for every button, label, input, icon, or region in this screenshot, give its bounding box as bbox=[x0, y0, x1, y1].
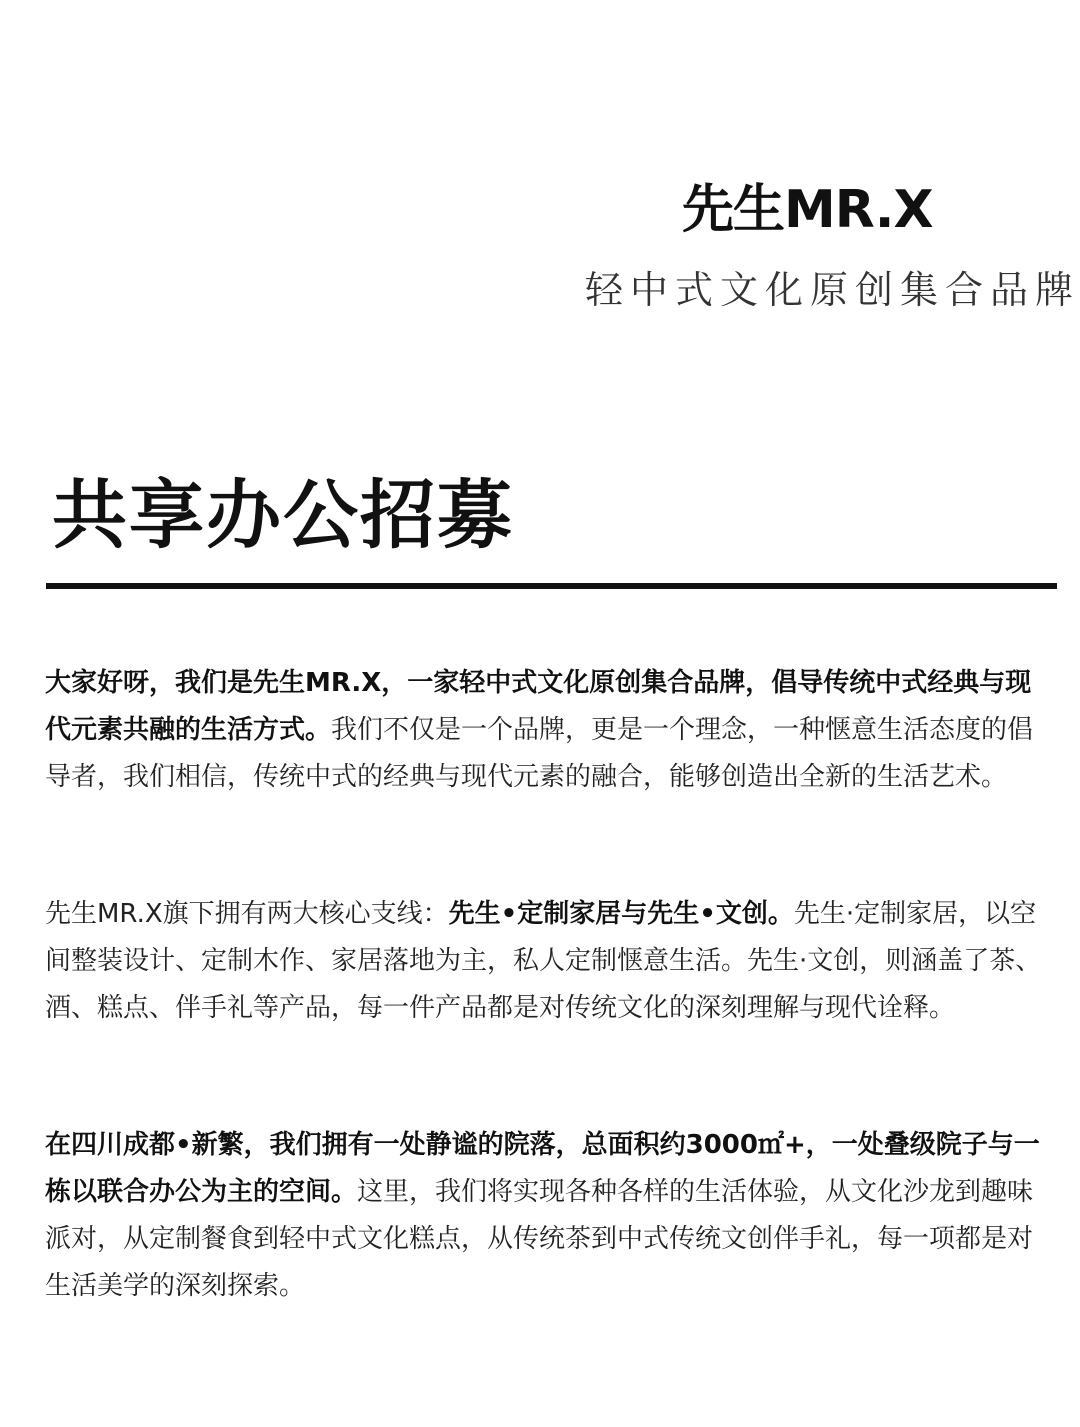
venue-paragraph-bold: 在四川成都•新繁，我们拥有一处静谧的院落，总面积约3000㎡+，一处叠级院子与一栋以联合办公为主的空间。 bbox=[45, 1130, 1040, 1207]
page-heading: 共享办公招募 bbox=[52, 471, 515, 559]
intro-paragraph-bold: 大家好呀，我们是先生MR.X，一家轻中式文化原创集合品牌，倡导传统中式经典与现代元素共融的生活方式。 bbox=[45, 668, 1032, 745]
product-lines-text-after: 先生·定制家居，以空间整装设计、定制木作、家居落地为主，私人定制惬意生活。先生·文创，则涵盖了茶、酒、糕点、伴手礼等产品，每一件产品都是对传统文化的深刻理解与现代诠释。 bbox=[45, 899, 1042, 1023]
intro-paragraph bbox=[45, 660, 1057, 801]
product-lines-paragraph bbox=[45, 891, 1057, 1032]
product-lines-bold: 先生•定制家居与先生•文创。 bbox=[448, 899, 794, 929]
brand-subtitle: 轻中式文化原创集合品牌 bbox=[585, 268, 1080, 312]
intro-paragraph-text: 我们不仅是一个品牌，更是一个理念，一种惬意生活态度的倡导者，我们相信，传统中式的经典与现代元素的融合，能够创造出全新的生活艺术。 bbox=[45, 715, 1034, 792]
product-lines-text-before: 先生MR.X旗下拥有两大核心支线： bbox=[45, 899, 449, 929]
venue-paragraph bbox=[45, 1122, 1057, 1310]
heading-divider bbox=[46, 583, 1057, 589]
venue-paragraph-text: 这里，我们将实现各种各样的生活体验，从文化沙龙到趣味派对，从定制餐食到轻中式文化糕点，从传统茶到中式传统文创伴手礼，每一项都是对生活美学的深刻探索。 bbox=[45, 1177, 1034, 1301]
brand-title: 先生MR.X bbox=[682, 180, 933, 240]
